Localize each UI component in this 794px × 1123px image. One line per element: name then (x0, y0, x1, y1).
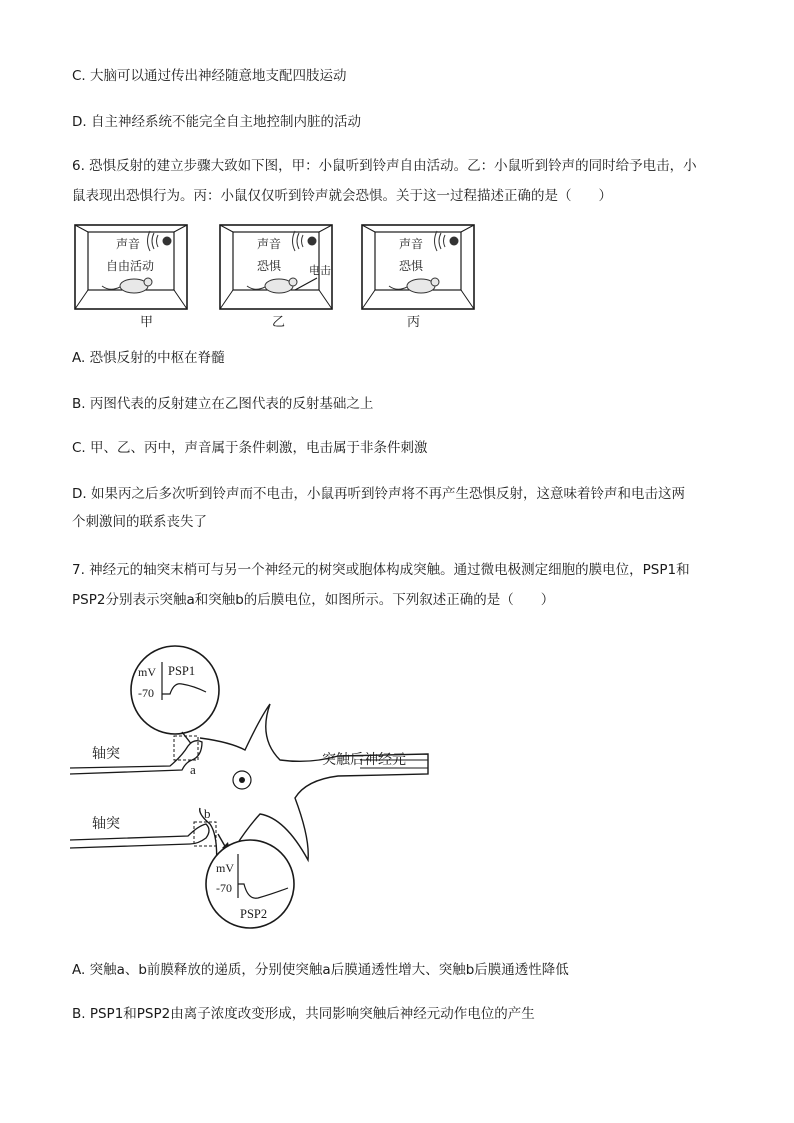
psp2-inset (206, 840, 294, 928)
q5-option-c: C. 大脑可以通过传出神经随意地支配四肢运动 (72, 68, 347, 84)
q6-option-d-line1: D. 如果丙之后多次听到铃声而不电击，小鼠再听到铃声将不再产生恐惧反射，这意味着铃声和电击这两 (72, 486, 685, 502)
axon-bottom (70, 824, 209, 848)
postsynaptic-label: 突触后神经元 (322, 753, 406, 768)
panel-jia-sound: 声音 (116, 237, 141, 251)
panel-bing-state: 恐惧 (399, 259, 424, 273)
q5-option-d: D. 自主神经系统不能完全自主地控制内脏的活动 (72, 114, 361, 130)
q6-stem-line2: 鼠表现出恐惧行为。丙：小鼠仅仅听到铃声就会恐惧。关于这一过程描述正确的是（ ） (72, 188, 612, 204)
panel-jia (75, 225, 187, 330)
psp2-label: PSP2 (240, 907, 268, 921)
panel-jia-state: 自由活动 (106, 259, 155, 273)
q7-stem-line2: PSP2分别表示突触a和突触b的后膜电位，如图所示。下列叙述正确的是（ ） (72, 592, 555, 608)
synapse-b-label: b (204, 806, 211, 821)
q6-option-b: B. 丙图代表的反射建立在乙图代表的反射基础之上 (72, 396, 374, 412)
panel-jia-caption: 甲 (140, 315, 154, 330)
panel-yi-state: 恐惧 (257, 259, 282, 273)
panel-yi-shock: 电击 (309, 264, 331, 277)
axon-top-label: 轴突 (92, 747, 120, 762)
q7-stem-line1: 7. 神经元的轴突末梢可与另一个神经元的树突或胞体构成突触。通过微电极测定细胞的膜电位，PSP1和 (72, 562, 690, 578)
q7-option-a: A. 突触a、b前膜释放的递质，分别使突触a后膜通透性增大、突触b后膜通透性降低 (72, 962, 569, 978)
panel-yi (220, 225, 332, 330)
psp1-value: -70 (138, 686, 154, 700)
psp2-value: -70 (216, 881, 232, 895)
psp1-unit: mV (138, 665, 156, 679)
q7-option-b: B. PSP1和PSP2由离子浓度改变形成，共同影响突触后神经元动作电位的产生 (72, 1006, 535, 1022)
synapse-figure (70, 638, 440, 938)
axon-bottom-label: 轴突 (92, 817, 120, 832)
q6-option-a: A. 恐惧反射的中枢在脊髓 (72, 350, 225, 366)
synapse-a-label: a (190, 762, 196, 777)
psp1-inset (131, 646, 219, 734)
q6-option-d-line2: 个刺激间的联系丧失了 (72, 514, 207, 530)
psp2-unit: mV (216, 861, 234, 875)
fear-reflex-figure (72, 222, 492, 332)
panel-bing-caption: 丙 (407, 315, 421, 330)
panel-yi-sound: 声音 (257, 237, 282, 251)
panel-yi-caption: 乙 (272, 315, 286, 330)
q6-stem-line1: 6. 恐惧反射的建立步骤大致如下图，甲：小鼠听到铃声自由活动。乙：小鼠听到铃声的同时给予电击，小 (72, 158, 697, 174)
panel-bing-sound: 声音 (399, 237, 424, 251)
q6-option-c: C. 甲、乙、丙中，声音属于条件刺激，电击属于非条件刺激 (72, 440, 428, 456)
psp1-label: PSP1 (168, 664, 196, 678)
panel-bing (362, 225, 474, 330)
axon-top (70, 741, 202, 774)
